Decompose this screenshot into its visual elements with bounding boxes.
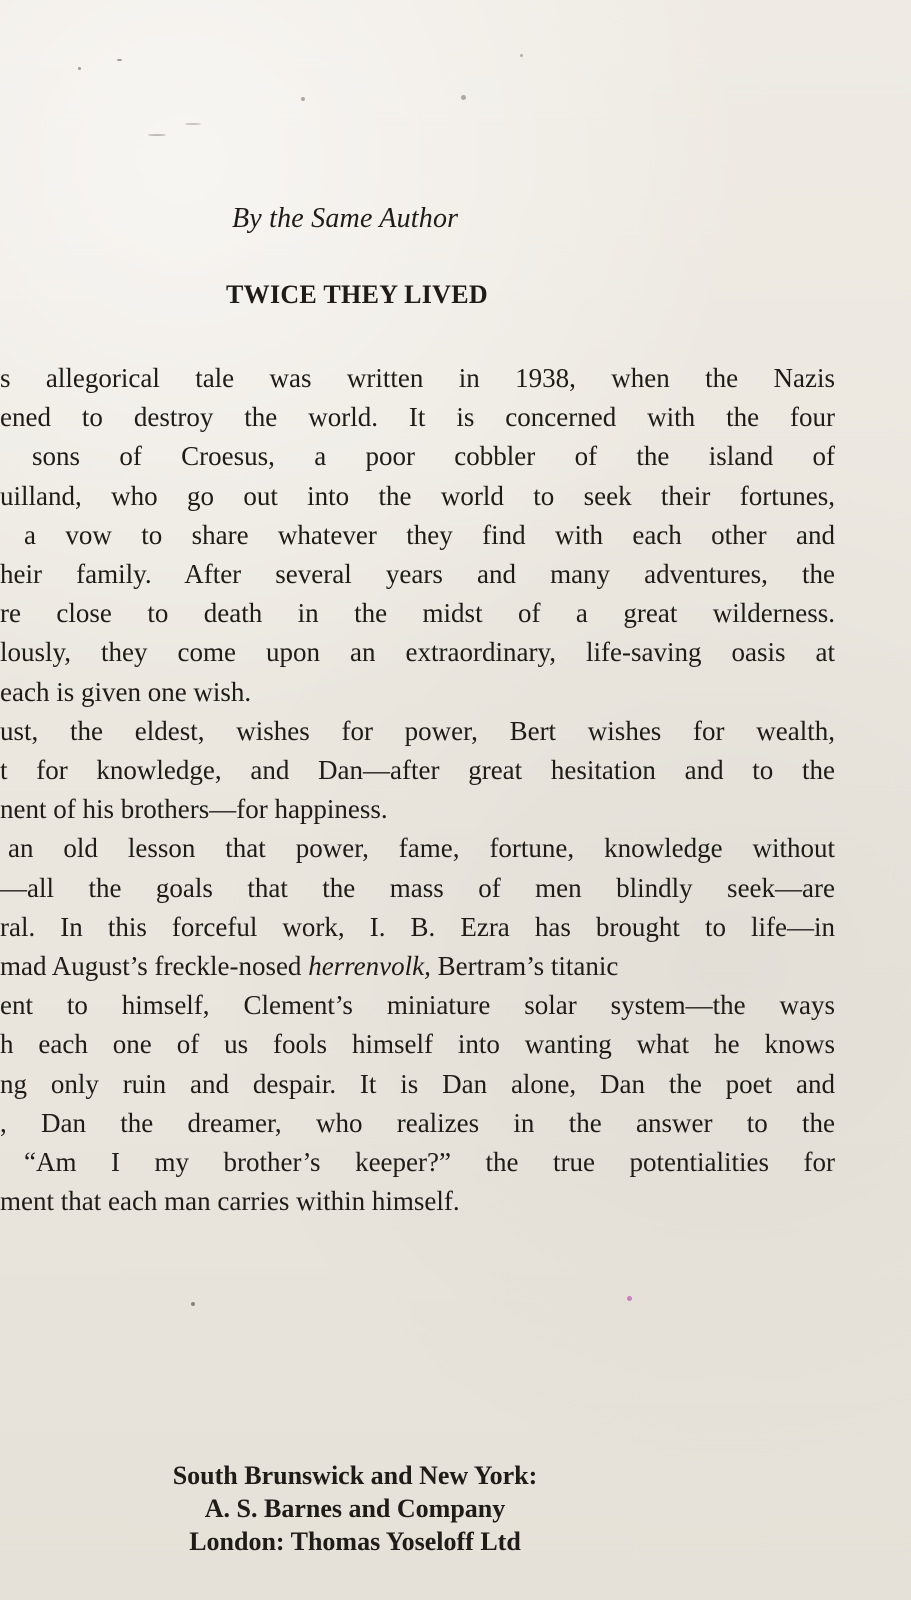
description-line: uilland, who go out into the world to seek their fortunes, xyxy=(0,480,835,511)
description-line: —all the goals that the mass of men blindly seek—are xyxy=(0,872,835,903)
description-line: ust, the eldest, wishes for power, Bert wishes for wealth, xyxy=(0,715,835,746)
paper-speck xyxy=(301,97,305,101)
paper-speck xyxy=(117,59,122,61)
publisher-line: A. S. Barnes and Company xyxy=(204,1494,506,1523)
description-line: ral. In this forceful work, I. B. Ezra has brought to life—in xyxy=(0,911,835,942)
description-line: lously, they come upon an extraordinary, life-saving oasis at xyxy=(0,637,835,668)
herrenvolk-italic-term: herrenvolk, xyxy=(308,951,431,982)
description-line xyxy=(0,947,835,986)
description-line: , Dan the dreamer, who realizes in the answer to the xyxy=(0,1107,835,1138)
description-line: a vow to share whatever they find with each other and xyxy=(24,519,835,550)
paper-speck xyxy=(191,1302,195,1306)
description-line-segment: mad August’s freckle-nosed xyxy=(0,951,309,982)
description-line: t for knowledge, and Dan—after great hesitation and to the xyxy=(0,755,835,786)
description-line: nent of his brothers—for happiness. xyxy=(0,794,388,825)
paper-speck xyxy=(185,123,201,125)
book-description xyxy=(0,359,835,1221)
description-line: s allegorical tale was written in 1938, when the Nazis xyxy=(0,363,835,393)
paper-speck xyxy=(148,134,166,136)
description-line: re close to death in the midst of a great wilderness. xyxy=(0,598,835,629)
paper-speck xyxy=(461,95,466,100)
by-the-same-author-heading: By the Same Author xyxy=(232,203,459,234)
paper-speck xyxy=(627,1296,632,1301)
paper-speck xyxy=(520,54,523,57)
description-line-segment: Bertram’s titanic xyxy=(430,951,619,982)
description-line: ened to destroy the world. It is concerned with the four xyxy=(0,402,835,433)
publisher-line: London: Thomas Yoseloff Ltd xyxy=(189,1527,521,1556)
description-line: an old lesson that power, fame, fortune, knowledge without xyxy=(8,833,835,864)
description-line: each is given one wish. xyxy=(0,676,252,707)
description-line: ng only ruin and despair. It is Dan alone, Dan the poet and xyxy=(0,1068,835,1099)
paper-speck xyxy=(78,67,81,70)
description-line: ment that each man carries within himself. xyxy=(0,1186,460,1217)
book-title: TWICE THEY LIVED xyxy=(226,280,488,309)
description-line: heir family. After several years and many adventures, the xyxy=(0,559,835,590)
description-line: ent to himself, Clement’s miniature solar system—the ways xyxy=(0,990,835,1021)
description-line: h each one of us fools himself into wanting what he knows xyxy=(0,1029,835,1060)
publisher-line: South Brunswick and New York: xyxy=(172,1461,538,1490)
description-line: “Am I my brother’s keeper?” the true potentialities for xyxy=(24,1147,835,1178)
publisher-block xyxy=(130,1459,580,1558)
description-line: sons of Croesus, a poor cobbler of the island of xyxy=(32,441,835,472)
